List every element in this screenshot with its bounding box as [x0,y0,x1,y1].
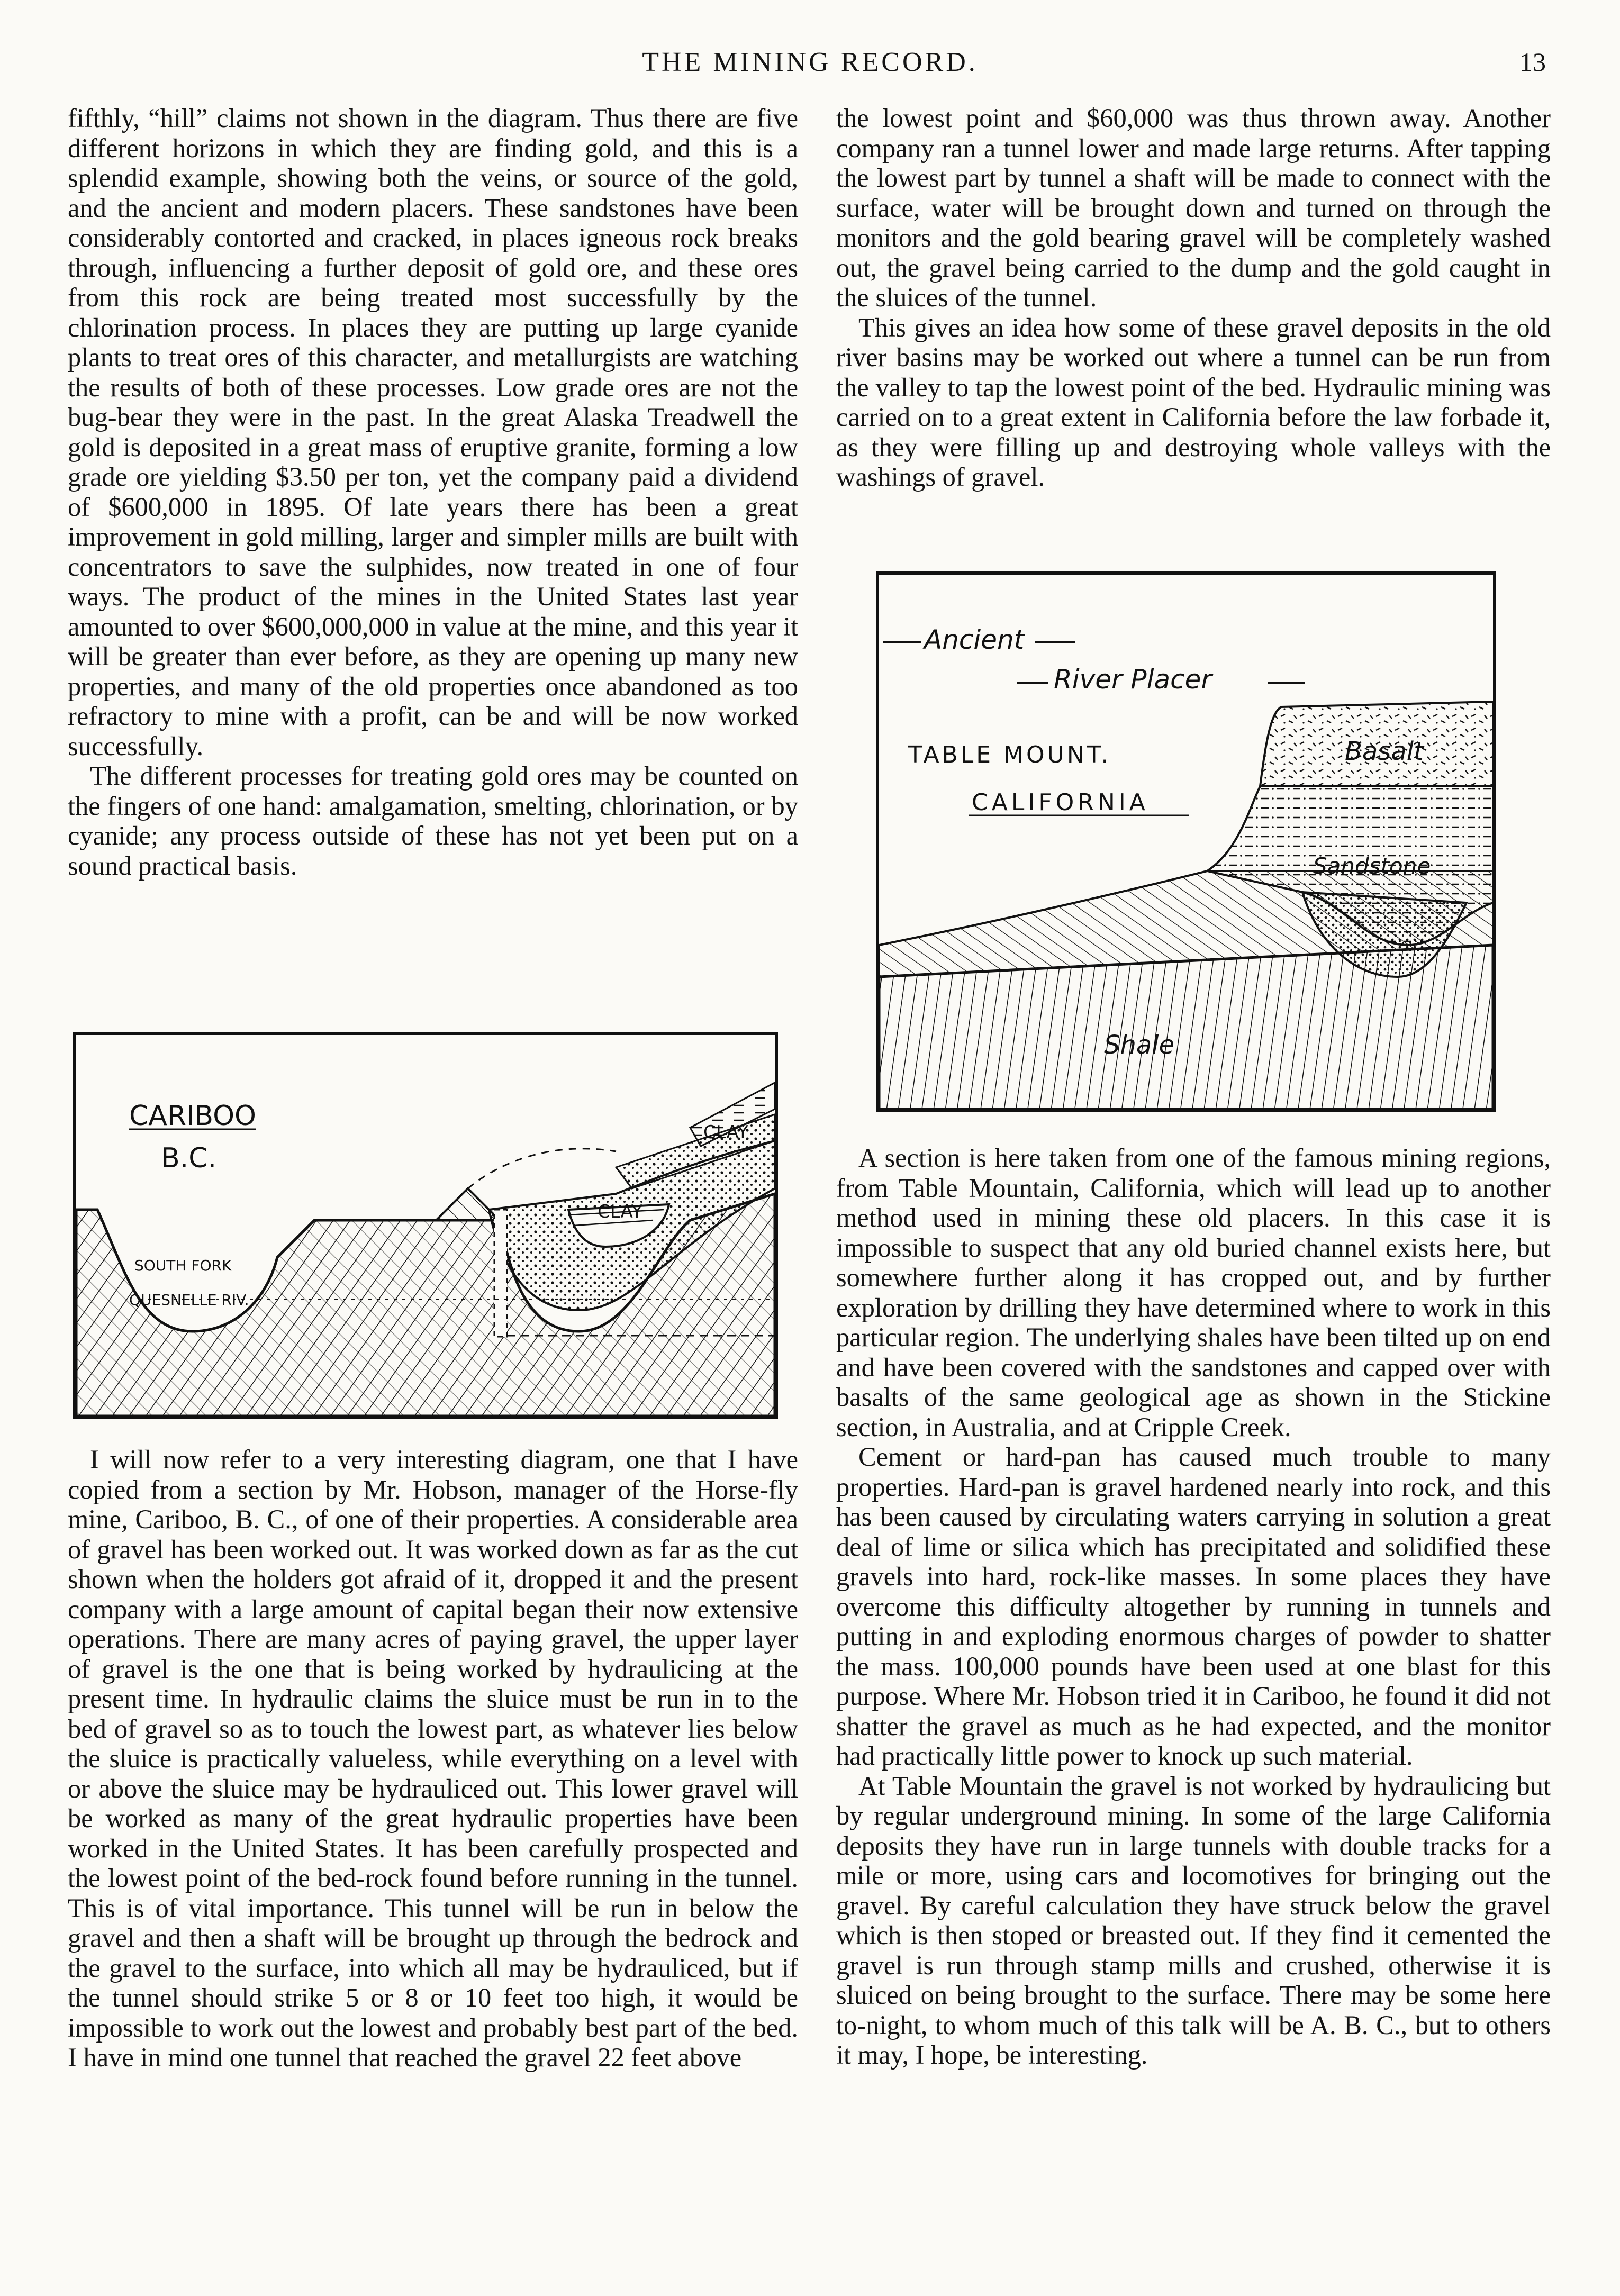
left-column-top [68,103,798,881]
paragraph: fifthly, “hill” claims not shown in the diagram. Thus there are five different horizons in which they are finding gold, and this is a splendid example, showing both the veins, or source of the gold, and the ancient and modern placers. These sandstones have been considerably contorted and cracked, in places igneous rock breaks through, influencing a further deposit of gold ore, and these ores from this rock are being treated most successfully by the chlorination process. In places they are putting up large cyanide plants to treat ores of this character, and metallurgists are watching the results of both of these processes. Low grade ores are not the bug-bear they were in the past. In the great Alaska Treadwell the gold is deposited in a great mass of eruptive granite, forming a low grade ore yielding $3.50 per ton, yet the company paid a dividend of $600,000 in 1895. Of late years there has been a great improvement in gold milling, larger and simpler mills are built with concentrators to save the sulphides, now treated in one of four ways. The product of the mines in the United States last year amounted to over $600,000,000 in value at the mine, and this year it will be greater than ever before, as they are opening up many new properties, and many of the old properties once abandoned as too refractory to mine with a profit, can be and will be now worked successfully. [68,103,798,761]
left-column-bottom [68,1445,798,2073]
figure-label-place: CARIBOO [129,1100,256,1132]
paragraph: I will now refer to a very interesting diagram, one that I have copied from a section by Mr. Hobson, manager of the Horse-fly mine, Cariboo, B. C., of one of their properties. A considerable area of gravel has been worked out. It was worked down as far as the cut shown when the holders got afraid of it, dropped it and the present company with a large amount of capital began their now extensive operations. There are many acres of paying gravel, the upper layer of gravel is the one that is being worked by hydraulicing at the present time. In hydraulic claims the sluice must be run in to the bed of gravel so as to touch the lowest part, as whatever lies below the sluice is practically valueless, while everything on a level with or above the sluice may be hydrauliced out. This lower gravel will be worked as many of the great hydraulic properties have been worked in the United States. It has been carefully prospected and the lowest point of the bed-rock found before running in the tunnel. This is of vital importance. This tunnel will be run in below the gravel and then a shaft will be brought up through the bedrock and the gravel to the surface, into which all may be hydrauliced, but if the tunnel should strike 5 or 8 or 10 feet too high, it would be impossible to work out the lowest and probably best part of the bed. I have in mind one tunnel that reached the gravel 22 feet above [68,1445,798,2072]
cariboo-diagram [76,1035,775,1416]
paragraph: At Table Mountain the gravel is not worked by hydraulicing but by regular underground mining. In some of the large California deposits they have run in large tunnels with double tracks for a mile or more, using cars and locomotives for bringing out the gravel. By careful calculation they have struck below the gravel which is then stoped or breasted out. If they find it cemented the gravel is run through stamp mills and crushed, otherwise it is sluiced on being brought to the surface. There may be some here to-night, to whom much of this talk will be A. B. C., but to others it may, I hope, be interesting. [836,1771,1551,2070]
figure-label-ancient: Ancient [924,624,1025,655]
figure-label-california: CALIFORNIA [972,789,1149,816]
figure-label-clay-top: CLAY [703,1122,748,1143]
figure-label-river-1: SOUTH FORK [134,1257,232,1274]
running-header: THE MINING RECORD. [642,47,978,77]
figure-label-sandstone: Sandstone [1313,853,1431,879]
figure-label-river-placer: River Placer [1054,664,1212,695]
paragraph: The different processes for treating gold ores may be counted on the fingers of one hand: amalgamation, smelting, chlorination, or by cyanide; any process outside of these has not yet been put on a sound practical basis. [68,761,798,881]
figure-label-table-mount: TABLE MOUNT. [908,741,1111,768]
paragraph: Cement or hard-pan has caused much trouble to many properties. Hard-pan is gravel hardened nearly into rock, and this has been caused by circulating waters carrying in solution a great deal of lime or silica which has precipitated and solidified these gravels into hard, rock-like masses. In some places they have overcome this difficulty altogether by running in tunnels and putting in and exploding enormous charges of powder to shatter the mass. 100,000 pounds have been used at one blast for this purpose. Where Mr. Hobson tried it in Cariboo, he found it did not shatter the gravel as much as he had expected, and the monitor had practically little power to knock up such material. [836,1442,1551,1771]
paragraph: A section is here taken from one of the famous mining regions, from Table Mountain, California, which will lead up to another method used in mining these old placers. In this case it is impossible to suspect that any old buried channel exists here, but somewhere further along it has cropped out, and by further exploration by drilling they have determined where to work in this particular region. The underlying shales have been tilted up on end and have been covered with the sandstones and capped over with basalts of the same geological age as shown in the Stickine section, in Australia, and at Cripple Creek. [836,1143,1551,1442]
figure-label-river-2: QUESNELLE RIV. [129,1291,249,1309]
table-mountain-diagram [879,575,1493,1109]
figure-label-shale: Shale [1104,1030,1175,1060]
cariboo-section-figure [73,1032,778,1419]
figure-label-region: B.C. [161,1142,217,1174]
paragraph: the lowest point and $60,000 was thus thrown away. Another company ran a tunnel lower and made large returns. After tapping the lowest part by tunnel a shaft will be made to connect with the surface, water will be brought down and turned on through the monitors and the gold bearing gravel will be completely washed out, the gravel being carried to the dump and the gold caught in the sluices of the tunnel. [836,103,1551,312]
table-mountain-figure [876,571,1496,1112]
paragraph: This gives an idea how some of these gravel deposits in the old river basins may be worked out where a tunnel can be run from the valley to tap the lowest point of the bed. Hydraulic mining was carried on to a great extent in California before the law forbade it, as they were filling up and destroying whole valleys with the washings of gravel. [836,312,1551,492]
figure-label-clay-mid: CLAY [598,1201,642,1222]
right-column-top [836,103,1551,492]
figure-label-basalt: Basalt [1345,737,1424,766]
right-column-bottom [836,1143,1551,2070]
page-number: 13 [1519,47,1546,77]
